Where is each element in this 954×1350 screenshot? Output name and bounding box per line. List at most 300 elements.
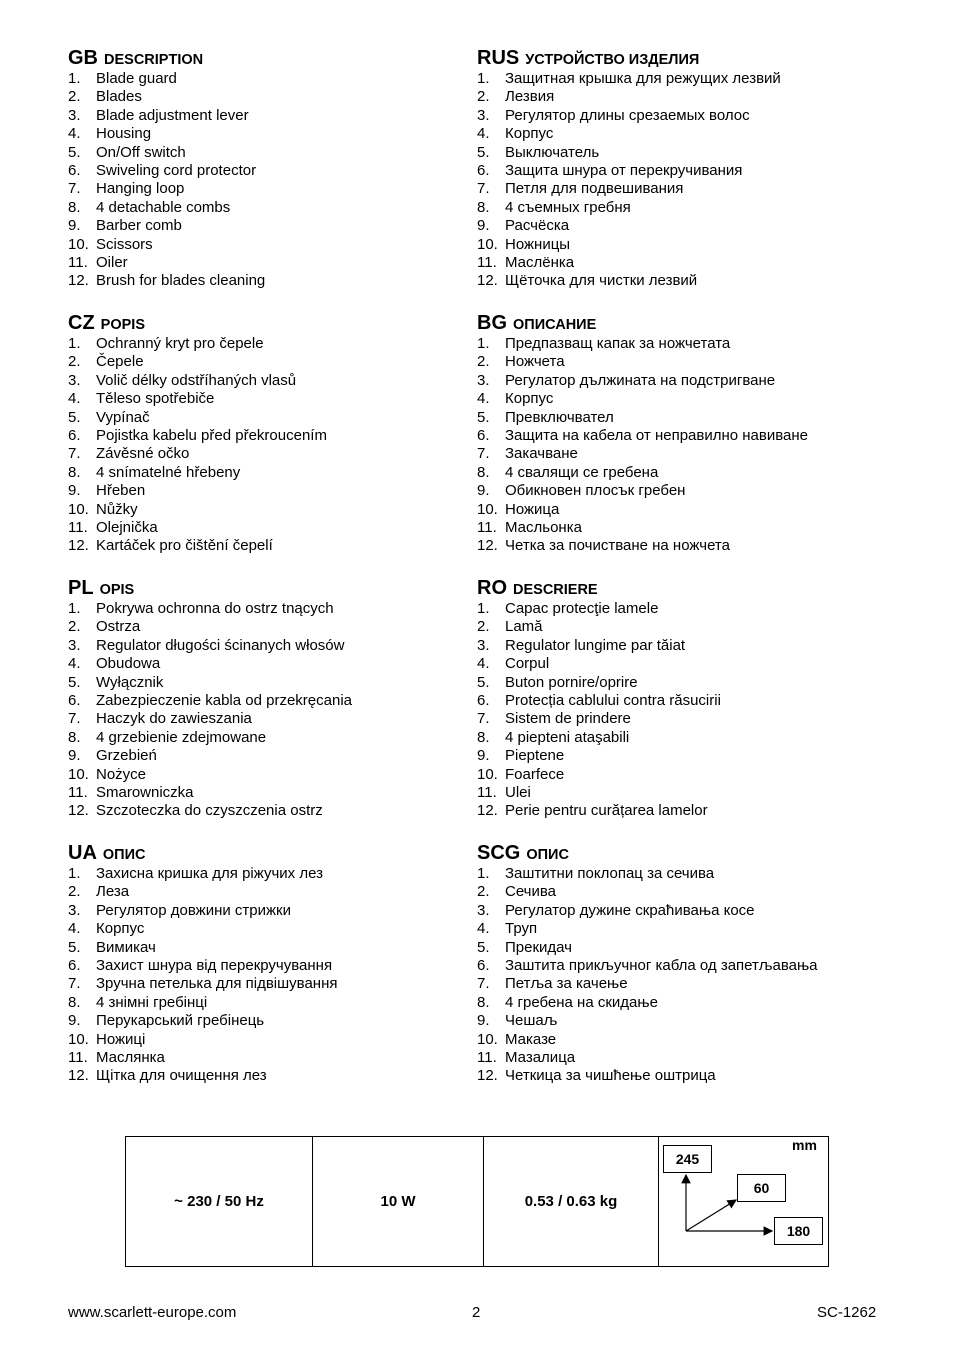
list-item — [68, 710, 468, 728]
list-item — [477, 618, 877, 636]
list-item — [477, 674, 877, 692]
item-text: Защита шнура от перекручивания — [505, 161, 743, 179]
item-text: Volič délky odstříhaných vlasů — [96, 371, 297, 389]
section-subtitle: DESCRIPTION — [104, 52, 204, 68]
item-number: 3. — [68, 106, 81, 124]
item-text: Захисна кришка для ріжучих лез — [96, 865, 323, 882]
item-text: Scissors — [96, 235, 153, 253]
list-item — [68, 199, 468, 217]
item-number: 2. — [477, 88, 490, 106]
item-number: 4. — [477, 125, 490, 143]
item-text: Blade guard — [96, 70, 177, 87]
item-number: 3. — [477, 371, 490, 389]
item-number: 4. — [477, 655, 490, 673]
item-number: 9. — [477, 1012, 490, 1030]
list-item — [68, 144, 468, 162]
list-item — [68, 747, 468, 765]
item-number: 1. — [477, 865, 490, 882]
section-subtitle: DESCRIERE — [513, 582, 598, 598]
language-code: CZ — [68, 312, 95, 334]
item-number: 8. — [68, 728, 81, 746]
item-number: 6. — [477, 956, 490, 974]
list-item — [68, 180, 468, 198]
parts-list — [477, 865, 877, 1086]
item-number: 5. — [477, 938, 490, 956]
parts-list — [68, 600, 468, 821]
item-text: Заштитни поклопац за сечива — [505, 865, 715, 882]
item-number: 1. — [68, 865, 81, 882]
item-text: Леза — [96, 883, 130, 901]
item-number: 9. — [68, 217, 81, 235]
item-number: 11. — [477, 1048, 497, 1066]
list-item — [477, 537, 877, 555]
item-number: 2. — [477, 883, 490, 901]
list-item — [477, 519, 877, 537]
list-item — [477, 482, 877, 500]
item-number: 11. — [477, 253, 497, 271]
item-text: On/Off switch — [96, 143, 186, 161]
item-number: 1. — [477, 335, 490, 352]
list-item — [477, 217, 877, 235]
section-subtitle: ОПИС — [102, 847, 146, 863]
section-subtitle: ОПИСАНИЕ — [513, 317, 597, 333]
list-item — [68, 445, 468, 463]
list-item — [68, 537, 468, 555]
item-text: Заштита прикључног кабла од запетљавања — [505, 956, 818, 974]
item-text: Закачване — [505, 445, 578, 463]
list-item — [477, 883, 877, 901]
item-text: 4 piepteni ataşabili — [505, 728, 630, 746]
list-item — [68, 975, 468, 993]
list-item — [477, 637, 877, 655]
item-number: 9. — [68, 1012, 81, 1030]
list-item — [68, 1067, 468, 1085]
item-number: 3. — [477, 106, 490, 124]
item-number: 7. — [477, 975, 490, 993]
section-ro — [477, 576, 877, 821]
list-item — [477, 390, 877, 408]
item-text: Захист шнура від перекручування — [96, 956, 333, 974]
item-text: Зручна петелька для підвішування — [96, 975, 338, 993]
item-text: Smarowniczka — [96, 783, 194, 801]
item-text: Perie pentru curățarea lamelor — [505, 802, 708, 820]
item-number: 7. — [477, 180, 490, 198]
height-value: 245 — [663, 1145, 712, 1173]
list-item — [68, 409, 468, 427]
list-item — [68, 1012, 468, 1030]
item-text: Swiveling cord protector — [96, 161, 257, 179]
item-number: 4. — [68, 125, 81, 143]
item-number: 3. — [477, 901, 490, 919]
language-code: UA — [68, 842, 97, 864]
model-number: SC-1262 — [817, 1304, 877, 1321]
list-item — [68, 372, 468, 390]
list-item — [68, 600, 468, 618]
list-item — [68, 766, 468, 784]
list-item — [477, 501, 877, 519]
item-number: 4. — [68, 655, 81, 673]
page-number: 2 — [472, 1304, 481, 1321]
language-code: GB — [68, 47, 98, 69]
item-number: 5. — [68, 938, 81, 956]
list-item — [477, 125, 877, 143]
item-text: Nůžky — [96, 500, 138, 518]
language-code: RO — [477, 577, 507, 599]
language-code: RUS — [477, 47, 520, 69]
item-number: 7. — [68, 180, 81, 198]
item-text: Těleso spotřebiče — [96, 390, 215, 408]
list-item — [68, 482, 468, 500]
item-number: 11. — [477, 518, 497, 536]
item-number: 1. — [68, 600, 81, 617]
power-cell: 10 W — [313, 1137, 484, 1266]
item-text: Корпус — [96, 920, 145, 938]
item-number: 12. — [68, 272, 89, 290]
item-text: Ножиці — [96, 1030, 146, 1048]
item-number: 5. — [477, 408, 490, 426]
item-text: 4 grzebienie zdejmowane — [96, 728, 267, 746]
item-number: 7. — [477, 710, 490, 728]
item-text: Превключвател — [505, 408, 614, 426]
list-item — [68, 464, 468, 482]
item-number: 10. — [68, 235, 89, 253]
item-text: Buton pornire/oprire — [505, 673, 638, 691]
item-number: 8. — [68, 463, 81, 481]
item-number: 1. — [477, 70, 490, 87]
item-text: Труп — [505, 920, 538, 938]
list-item — [477, 144, 877, 162]
section-subtitle: OPIS — [99, 582, 135, 598]
list-item — [68, 125, 468, 143]
item-text: 4 гребена на скидање — [505, 993, 658, 1011]
item-text: Маслянка — [96, 1048, 165, 1066]
item-number: 7. — [68, 710, 81, 728]
item-text: Nożyce — [96, 765, 147, 783]
item-number: 1. — [68, 335, 81, 352]
list-item — [477, 802, 877, 820]
item-text: Housing — [96, 125, 152, 143]
item-number: 12. — [68, 1067, 89, 1085]
item-text: Маказе — [505, 1030, 557, 1048]
list-item — [477, 409, 877, 427]
list-item — [68, 674, 468, 692]
list-item — [68, 802, 468, 820]
dimensions-cell — [659, 1137, 828, 1266]
section-cz — [68, 311, 468, 556]
item-text: Pieptene — [505, 747, 565, 765]
item-text: Перукарський гребінець — [96, 1012, 265, 1030]
section-title — [477, 311, 877, 335]
section-scg — [477, 841, 877, 1086]
item-number: 11. — [68, 518, 88, 536]
list-item — [477, 335, 877, 353]
depth-value: 60 — [737, 1174, 786, 1202]
item-text: Regulator lungime par tăiat — [505, 636, 686, 654]
item-number: 10. — [477, 235, 498, 253]
item-text: Мазалица — [505, 1048, 576, 1066]
item-text: Щёточка для чистки лезвий — [505, 272, 698, 290]
list-item — [477, 692, 877, 710]
section-ua — [68, 841, 468, 1086]
list-item — [68, 729, 468, 747]
list-item — [477, 710, 877, 728]
list-item — [68, 957, 468, 975]
item-number: 5. — [68, 143, 81, 161]
item-text: Hřeben — [96, 482, 146, 500]
list-item — [477, 427, 877, 445]
item-text: Haczyk do zawieszania — [96, 710, 252, 728]
list-item — [68, 254, 468, 272]
parts-list — [477, 70, 877, 291]
list-item — [477, 1049, 877, 1067]
item-text: Regulator długości ścinanych włosów — [96, 636, 345, 654]
list-item — [477, 994, 877, 1012]
item-text: Brush for blades cleaning — [96, 272, 266, 290]
list-item — [477, 865, 877, 883]
item-number: 1. — [68, 70, 81, 87]
list-item — [68, 88, 468, 106]
list-item — [477, 975, 877, 993]
item-number: 12. — [477, 272, 498, 290]
item-text: Szczoteczka do czyszczenia ostrz — [96, 802, 323, 820]
item-text: Петља за качење — [505, 975, 628, 993]
item-number: 2. — [477, 618, 490, 636]
item-number: 4. — [68, 390, 81, 408]
item-number: 12. — [477, 1067, 498, 1085]
item-text: Сечива — [505, 883, 557, 901]
list-item — [477, 1067, 877, 1085]
item-text: Регулятор длины срезаемых волос — [505, 106, 750, 124]
item-text: Вимикач — [96, 938, 156, 956]
list-item — [477, 107, 877, 125]
website-url: www.scarlett-europe.com — [68, 1304, 237, 1321]
list-item — [68, 920, 468, 938]
item-text: Corpul — [505, 655, 550, 673]
item-number: 5. — [477, 143, 490, 161]
item-text: Capac protecţie lamele — [505, 600, 659, 617]
item-text: Zabezpieczenie kabla od przekręcania — [96, 691, 352, 709]
item-number: 2. — [477, 353, 490, 371]
list-item — [477, 600, 877, 618]
list-item — [68, 692, 468, 710]
item-number: 8. — [68, 993, 81, 1011]
item-number: 1. — [477, 600, 490, 617]
item-text: Olejnička — [96, 518, 158, 536]
item-text: Корпус — [505, 125, 554, 143]
item-text: Регулятор довжини стрижки — [96, 901, 291, 919]
item-text: Регулатор дължината на подстригване — [505, 371, 776, 389]
item-number: 5. — [68, 673, 81, 691]
item-number: 6. — [68, 426, 81, 444]
section-subtitle: ОПИС — [526, 847, 569, 863]
item-number: 11. — [68, 253, 88, 271]
item-text: Предпазващ капак за ножчетата — [505, 335, 731, 352]
list-item — [68, 883, 468, 901]
list-item — [477, 445, 877, 463]
weight-cell: 0.53 / 0.63 kg — [484, 1137, 659, 1266]
item-number: 2. — [68, 883, 81, 901]
list-item — [477, 729, 877, 747]
item-text: 4 snímatelné hřebeny — [96, 463, 241, 481]
item-text: Obudowa — [96, 655, 161, 673]
item-number: 6. — [477, 161, 490, 179]
language-code: BG — [477, 312, 507, 334]
list-item — [477, 747, 877, 765]
section-subtitle: УСТРОЙСТВО ИЗДЕЛИЯ — [525, 52, 700, 68]
list-item — [477, 88, 877, 106]
item-number: 8. — [68, 198, 81, 216]
list-item — [477, 372, 877, 390]
item-number: 3. — [68, 901, 81, 919]
item-text: Щітка для очищення лез — [96, 1067, 267, 1085]
item-text: Barber comb — [96, 217, 182, 235]
item-text: Grzebień — [96, 747, 157, 765]
item-text: Čepele — [96, 353, 144, 371]
list-item — [68, 637, 468, 655]
item-text: Ochranný kryt pro čepele — [96, 335, 264, 352]
item-number: 8. — [477, 993, 490, 1011]
item-number: 9. — [477, 482, 490, 500]
item-text: Защита на кабела от неправилно навиване — [505, 426, 809, 444]
item-number: 8. — [477, 728, 490, 746]
item-number: 2. — [68, 618, 81, 636]
item-number: 6. — [477, 691, 490, 709]
item-number: 4. — [68, 920, 81, 938]
item-number: 9. — [68, 482, 81, 500]
item-number: 6. — [68, 691, 81, 709]
list-item — [477, 70, 877, 88]
item-number: 11. — [68, 1048, 88, 1066]
list-item — [68, 217, 468, 235]
item-text: Обикновен плосък гребен — [505, 482, 686, 500]
item-number: 10. — [477, 1030, 498, 1048]
item-number: 9. — [477, 217, 490, 235]
item-text: Масльонка — [505, 518, 582, 536]
section-gb — [68, 46, 468, 291]
parts-list — [68, 70, 468, 291]
item-number: 11. — [68, 783, 88, 801]
item-text: Wyłącznik — [96, 673, 164, 691]
item-number: 6. — [68, 161, 81, 179]
power-supply-cell: ~ 230 / 50 Hz — [126, 1137, 313, 1266]
item-text: Ножица — [505, 500, 560, 518]
item-text: Ostrza — [96, 618, 141, 636]
item-number: 10. — [477, 765, 498, 783]
section-title — [68, 576, 468, 600]
item-text: Pokrywa ochronna do ostrz tnących — [96, 600, 334, 617]
item-number: 9. — [477, 747, 490, 765]
list-item — [477, 1031, 877, 1049]
list-item — [477, 199, 877, 217]
item-text: Blade adjustment lever — [96, 106, 249, 124]
item-text: Маслёнка — [505, 253, 575, 271]
item-text: Sistem de prindere — [505, 710, 631, 728]
list-item — [477, 939, 877, 957]
list-item — [477, 162, 877, 180]
item-number: 2. — [68, 88, 81, 106]
list-item — [68, 162, 468, 180]
width-value: 180 — [774, 1217, 823, 1245]
item-number: 12. — [68, 802, 89, 820]
item-number: 7. — [68, 975, 81, 993]
list-item — [477, 236, 877, 254]
parts-list — [68, 335, 468, 556]
language-code: PL — [68, 577, 94, 599]
item-number: 10. — [68, 765, 89, 783]
item-number: 7. — [477, 445, 490, 463]
item-text: Protecția cablului contra răsucirii — [505, 691, 721, 709]
item-text: Lamă — [505, 618, 543, 636]
item-text: Прекидач — [505, 938, 572, 956]
list-item — [68, 236, 468, 254]
list-item — [68, 939, 468, 957]
item-number: 12. — [477, 537, 498, 555]
item-text: Ножчета — [505, 353, 565, 371]
item-text: Vypínač — [96, 408, 150, 426]
item-text: Oiler — [96, 253, 128, 271]
item-text: Чешаљ — [505, 1012, 558, 1030]
item-number: 4. — [477, 920, 490, 938]
item-text: 4 знімні гребінці — [96, 993, 208, 1011]
list-item — [477, 902, 877, 920]
section-title — [68, 46, 468, 70]
item-number: 3. — [68, 636, 81, 654]
item-number: 8. — [477, 463, 490, 481]
list-item — [68, 335, 468, 353]
item-number: 5. — [68, 408, 81, 426]
item-number: 2. — [68, 353, 81, 371]
list-item — [68, 501, 468, 519]
section-title — [68, 841, 468, 865]
item-number: 6. — [477, 426, 490, 444]
item-text: Ulei — [505, 783, 531, 801]
section-title — [477, 576, 877, 600]
list-item — [68, 390, 468, 408]
item-text: 4 свалящи се гребена — [505, 463, 659, 481]
item-number: 11. — [477, 783, 497, 801]
item-number: 12. — [68, 537, 89, 555]
item-text: 4 съемных гребня — [505, 198, 631, 216]
list-item — [68, 655, 468, 673]
item-text: Závěsné očko — [96, 445, 190, 463]
list-item — [68, 994, 468, 1012]
language-code: SCG — [477, 842, 521, 864]
item-text: Pojistka kabelu před překroucením — [96, 426, 327, 444]
list-item — [68, 519, 468, 537]
parts-list — [477, 600, 877, 821]
list-item — [68, 784, 468, 802]
item-number: 10. — [477, 500, 498, 518]
item-text: Ножницы — [505, 235, 571, 253]
list-item — [477, 920, 877, 938]
item-text: Foarfece — [505, 765, 565, 783]
item-number: 12. — [477, 802, 498, 820]
list-item — [477, 254, 877, 272]
item-number: 7. — [68, 445, 81, 463]
item-text: Регулатор дужине скраћивања косе — [505, 901, 755, 919]
item-text: Четка за почистване на ножчета — [505, 537, 730, 555]
parts-list — [68, 865, 468, 1086]
item-number: 10. — [68, 500, 89, 518]
item-text: Лезвия — [505, 88, 555, 106]
list-item — [68, 1049, 468, 1067]
item-number: 3. — [477, 636, 490, 654]
list-item — [68, 1031, 468, 1049]
dimensions-unit: mm — [792, 1137, 817, 1153]
list-item — [477, 272, 877, 290]
section-title — [477, 46, 877, 70]
list-item — [477, 464, 877, 482]
